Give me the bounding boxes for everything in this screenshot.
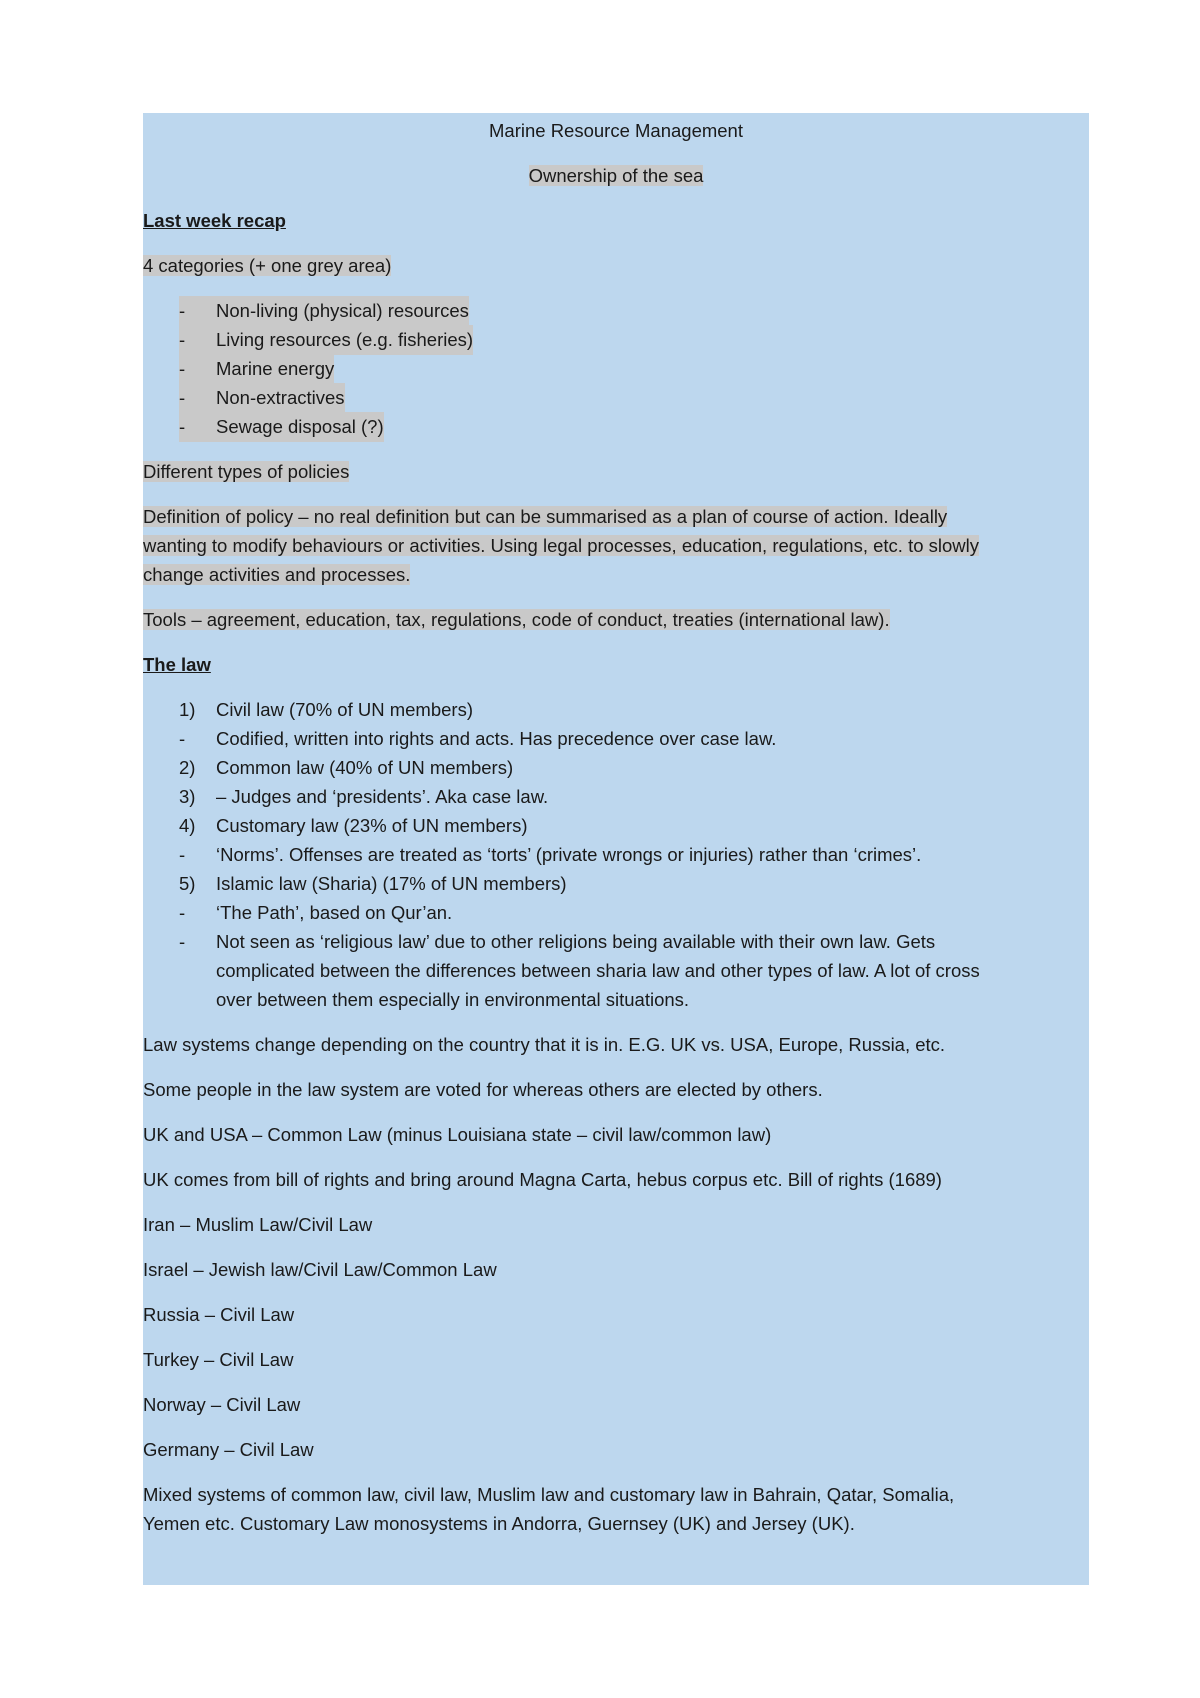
paragraph-text: Law systems change depending on the country that it is in. E.G. UK vs. USA, Europe, Russia, etc. [143,1034,946,1055]
policy-definition-line [143,531,979,561]
paragraph [143,1165,942,1195]
law-list-text: Islamic law (Sharia) (17% of UN members) [216,873,567,894]
category-text: Living resources (e.g. fisheries) [216,325,473,355]
document-page [143,113,1089,1585]
paragraph [143,1435,314,1465]
category-text: Sewage disposal (?) [216,412,384,442]
category-text: Non-living (physical) resources [216,296,469,326]
mixed-systems-line [143,1509,855,1539]
paragraph-text: Germany – Civil Law [143,1439,314,1460]
tools-text: Tools – agreement, education, tax, regulations, code of conduct, treaties (international law). [143,609,890,630]
law-list-marker: 4) [179,815,196,836]
doc-subtitle [143,161,1089,191]
bullet-marker: - [179,325,222,355]
law-list-text: Codified, written into rights and acts. Has precedence over case law. [216,728,777,749]
law-list-marker: - [179,844,186,865]
doc-subtitle-text: Ownership of the sea [528,165,704,186]
paragraph-text: Israel – Jewish law/Civil Law/Common Law [143,1259,497,1280]
paragraph-text: UK comes from bill of rights and bring around Magna Carta, hebus corpus etc. Bill of rights (1689) [143,1169,942,1190]
categories-intro [143,251,391,281]
law-list-marker: 5) [179,873,196,894]
law-list-text: – Judges and ‘presidents’. Aka case law. [216,786,549,807]
recap-heading [143,206,286,236]
law-heading [143,650,211,680]
policies-heading [143,457,349,487]
category-text: Non-extractives [216,383,345,413]
law-list-text: ‘The Path’, based on Qur’an. [216,902,453,923]
recap-heading-text: Last week recap [143,210,286,231]
law-list-continuation-text: over between them especially in environmental situations. [216,989,690,1010]
law-list-marker: 3) [179,786,196,807]
paragraph [143,1390,300,1420]
doc-title-text: Marine Resource Management [489,120,743,141]
paragraph-text: Norway – Civil Law [143,1394,301,1415]
law-list-text: ‘Norms’. Offenses are treated as ‘torts’ (private wrongs or injuries) rather than ‘crimes’. [216,844,922,865]
law-list-text: Civil law (70% of UN members) [216,699,473,720]
policy-definition-text: change activities and processes. [143,564,411,585]
tools-line [143,605,890,635]
mixed-systems-line [143,1480,954,1510]
law-list-text: Customary law (23% of UN members) [216,815,528,836]
law-heading-text: The law [143,654,211,675]
category-text: Marine energy [216,354,334,384]
law-list-continuation-text: complicated between the differences between sharia law and other types of law. A lot of cross [216,960,980,981]
bullet-marker: - [179,412,222,442]
bullet-marker: - [179,354,222,384]
law-list-marker: 1) [179,699,196,720]
paragraph-text: Iran – Muslim Law/Civil Law [143,1214,373,1235]
law-list-marker: 2) [179,757,196,778]
paragraph [143,1255,497,1285]
doc-title [143,116,1089,146]
paragraph-text: Russia – Civil Law [143,1304,295,1325]
categories-intro-text: 4 categories (+ one grey area) [143,255,392,276]
paragraph [143,1345,293,1375]
mixed-systems-text: Yemen etc. Customary Law monosystems in Andorra, Guernsey (UK) and Jersey (UK). [143,1513,855,1534]
law-list-text: Not seen as ‘religious law’ due to other religions being available with their own law. Gets [216,931,936,952]
paragraph-text: UK and USA – Common Law (minus Louisiana state – civil law/common law) [143,1124,772,1145]
law-list-marker: - [179,728,186,749]
policy-definition-line [143,502,947,532]
law-list-text: Common law (40% of UN members) [216,757,514,778]
paragraph [143,1120,771,1150]
policy-definition-line [143,560,410,590]
mixed-systems-text: Mixed systems of common law, civil law, Muslim law and customary law in Bahrain, Qatar, Somalia, [143,1484,955,1505]
paragraph [143,1075,823,1105]
policies-heading-text: Different types of policies [143,461,350,482]
paragraph [143,1300,294,1330]
law-list-marker: - [179,902,186,923]
paragraph-text: Turkey – Civil Law [143,1349,294,1370]
policy-definition-text: wanting to modify behaviours or activities. Using legal processes, education, regulations, etc. to slowly [143,535,980,556]
paragraph [143,1210,372,1240]
paragraph [143,1030,945,1060]
paragraph-text: Some people in the law system are voted for whereas others are elected by others. [143,1079,823,1100]
bullet-marker: - [179,383,222,413]
policy-definition-text: Definition of policy – no real definition but can be summarised as a plan of course of action. Ideally [143,506,948,527]
law-list-marker: - [179,931,186,952]
bullet-marker: - [179,296,222,326]
